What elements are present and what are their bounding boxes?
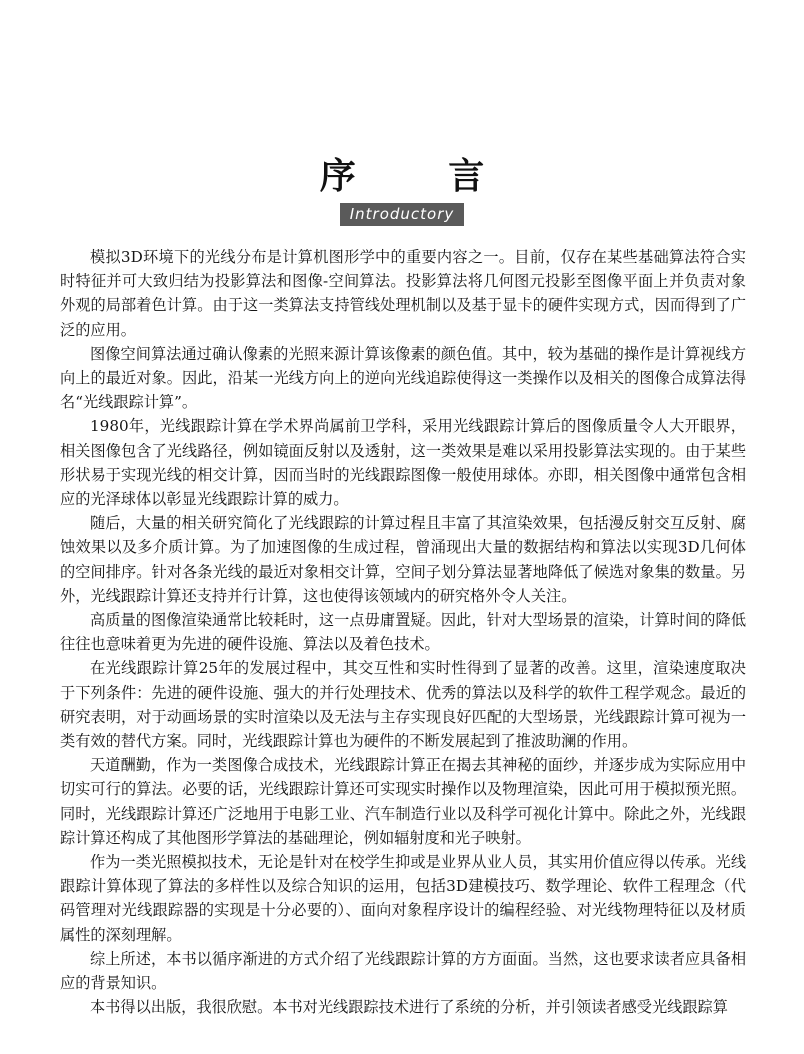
page-title: 序 言 xyxy=(319,156,525,197)
paragraph-3: 1980年，光线跟踪计算在学术界尚属前卫学科，采用光线跟踪计算后的图像质量令人大开眼界，相关图像包含了光线路径，例如镜面反射以及透射，这一类效果是难以采用投影算法实现的。由于某些形状易于实现光线的相交计算，因而当时的光线跟踪图像一般使用球体。亦即，相关图像中通常包含相应的光泽球体以彰显光线跟踪计算的威力。 xyxy=(60,417,746,509)
paragraph-10: 本书得以出版，我很欣慰。本书对光线跟踪技术进行了系统的分析，并引领读者感受光线跟踪算 xyxy=(90,998,728,1017)
paragraph-1: 模拟3D环境下的光线分布是计算机图形学中的重要内容之一。目前，仅存在某些基础算法符合实时特征并可大致归结为投影算法和图像-空间算法。投影算法将几何图元投影至图像平面上并负责对象外观的局部着色计算。由于这一类算法支持管线处理机制以及基于显卡的硬件实现方式，因而得到了广泛的应用。 xyxy=(60,248,746,339)
paragraph-2: 图像空间算法通过确认像素的光照来源计算该像素的颜色值。其中，较为基础的操作是计算视线方向上的最近对象。因此，沿某一光线方向上的逆向光线追踪使得这一类操作以及相关的图像合成算法得名“光线跟踪计算”。 xyxy=(60,344,746,412)
paragraph-6: 在光线跟踪计算25年的发展过程中，其交互性和实时性得到了显著的改善。这里，渲染速度取决于下列条件：先进的硬件设施、强大的并行处理技术、优秀的算法以及科学的软件工程学观念。最近的研究表明，对于动画场景的实时渲染以及无法与主存实现良好匹配的大型场景，光线跟踪计算可视为一类有效的替代方案。同时，光线跟踪计算也为硬件的不断发展起到了推波助澜的作用。 xyxy=(60,659,746,751)
paragraph-8: 作为一类光照模拟技术，无论是针对在校学生抑或是业界从业人员，其实用价值应得以传承。光线跟踪计算体现了算法的多样性以及综合知识的运用，包括3D建模技巧、数学理论、软件工程理念（代码管理对光线跟踪器的实现是十分必要的）、面向对象程序设计的编程经验、对光线物理特征以及材质属性的深刻理解。 xyxy=(60,853,746,944)
subtitle-banner xyxy=(0,203,804,226)
preface-body xyxy=(60,245,746,1020)
paragraph-9: 综上所述，本书以循序渐进的方式介绍了光线跟踪计算的方方面面。当然，这也要求读者应具备相应的背景知识。 xyxy=(60,949,746,993)
subtitle-label: Introductory xyxy=(340,203,465,226)
paragraph-7: 天道酬勤，作为一类图像合成技术，光线跟踪计算正在揭去其神秘的面纱，并逐步成为实际应用中切实可行的算法。必要的话，光线跟踪计算还可实现实时操作以及物理渲染，因此可用于模拟预光照。同时，光线跟踪计算还广泛地用于电影工业、汽车制造行业以及科学可视化计算中。除此之外，光线跟踪计算还构成了其他图形学算法的基础理论，例如辐射度和光子映射。 xyxy=(60,756,746,847)
paragraph-4: 随后，大量的相关研究简化了光线跟踪的计算过程且丰富了其渲染效果，包括漫反射交互反射、腐蚀效果以及多介质计算。为了加速图像的生成过程，曾涌现出大量的数据结构和算法以实现3D几何体的空间排序。针对各条光线的最近对象相交计算，空间子划分算法显著地降低了候选对象集的数量。另外，光线跟踪计算还支持并行计算，这也使得该领域内的研究格外令人关注。 xyxy=(60,514,746,605)
paragraph-5: 高质量的图像渲染通常比较耗时，这一点毋庸置疑。因此，针对大型场景的渲染，计算时间的降低往往也意味着更为先进的硬件设施、算法以及着色技术。 xyxy=(60,611,746,654)
